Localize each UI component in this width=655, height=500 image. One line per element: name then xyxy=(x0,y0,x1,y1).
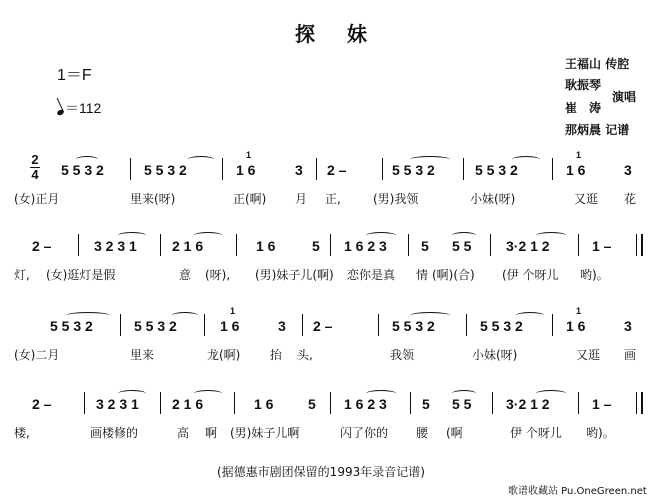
lyric: 哟)。 xyxy=(580,268,609,282)
time-sig-top: 2 xyxy=(31,152,39,167)
lyric: 啊 xyxy=(205,426,218,440)
credit-name: 崔 涛 xyxy=(565,101,602,115)
measure-notes: 5 5 3 2 xyxy=(475,162,518,178)
lyric: 楼, xyxy=(14,426,30,440)
measure-notes: 5 xyxy=(422,396,430,412)
measure-notes: 1 – xyxy=(592,238,612,254)
lyric: 意 xyxy=(179,268,192,282)
watermark: 歌谱收藏站 Pu.OneGreen.net xyxy=(508,486,647,497)
tempo-value: ＝112 xyxy=(65,100,102,116)
measure-notes: 5 5 xyxy=(452,396,472,412)
measure-notes: 2 – xyxy=(32,238,52,254)
lyric: 月 xyxy=(295,192,308,206)
measure-notes: 3 2 3 1 xyxy=(94,238,137,254)
lyric: (男)妹子儿啊 xyxy=(230,426,300,440)
measure-notes: 5 5 3 2 xyxy=(144,162,187,178)
lyric: 里来 xyxy=(130,348,155,362)
lyric: 里来(呀) xyxy=(130,192,176,206)
measure-notes: 2 – xyxy=(313,318,333,334)
credit-role: 传腔 xyxy=(605,57,630,71)
time-signature xyxy=(30,154,40,181)
lyric: 正(啊) xyxy=(233,192,267,206)
measure-notes: 5 5 3 2 xyxy=(392,318,435,334)
measure-notes: 5 5 3 2 xyxy=(61,162,104,178)
credit-role: 记谱 xyxy=(605,123,630,137)
key-signature: 1＝F xyxy=(57,67,92,84)
time-sig-bottom: 4 xyxy=(31,167,39,182)
credit-name: 那炳晨 xyxy=(565,123,602,137)
lyric: 小妹(呀) xyxy=(472,348,518,362)
measure-notes: 5 5 3 2 xyxy=(392,162,435,178)
lyric: 抬 xyxy=(270,348,283,362)
measure-notes: 1 6 xyxy=(566,318,586,334)
grace-note: 1 xyxy=(246,150,252,160)
credit-name: 王福山 xyxy=(565,57,602,71)
measure-notes: 5 xyxy=(312,238,320,254)
lyric: (啊 xyxy=(446,426,463,440)
credit-role-sing: 演唱 xyxy=(612,90,637,104)
source-note: (据德惠市剧团保留的1993年录音记谱) xyxy=(217,465,425,479)
measure-notes: 5 5 3 2 xyxy=(134,318,177,334)
measure-notes: 3 2 3 1 xyxy=(96,396,139,412)
lyric: 正, xyxy=(325,192,341,206)
measure-notes: 3 xyxy=(624,318,632,334)
lyric: 小妹(呀) xyxy=(470,192,516,206)
measure-notes: 3 xyxy=(295,162,303,178)
quarter-note-icon xyxy=(56,109,64,116)
measure-notes: 1 6 2 3 xyxy=(344,396,387,412)
measure-notes: 5 5 3 2 xyxy=(480,318,523,334)
measure-notes: 2 – xyxy=(327,162,347,178)
lyric: (男)我领 xyxy=(373,192,419,206)
measure-notes: 1 – xyxy=(592,396,612,412)
lyric: 又逛 xyxy=(574,192,599,206)
lyric: (男)妹子儿(啊) xyxy=(255,268,334,282)
lyric: 恋你是真 xyxy=(347,268,396,282)
measure-notes: 1 6 2 3 xyxy=(344,238,387,254)
measure-notes: 1 6 xyxy=(256,238,276,254)
lyric: (伊 个呀儿 xyxy=(502,268,559,282)
measure-notes: 5 5 3 2 xyxy=(50,318,93,334)
measure-notes: 1 6 xyxy=(236,162,256,178)
measure-notes: 5 xyxy=(421,238,429,254)
lyric: 我领 xyxy=(390,348,415,362)
lyric: (女)逛灯是假 xyxy=(46,268,116,282)
lyric: 又逛 xyxy=(576,348,601,362)
measure-notes: 5 5 xyxy=(452,238,472,254)
grace-note: 1 xyxy=(576,150,582,160)
lyric: 腰 xyxy=(416,426,429,440)
lyric: 画楼修的 xyxy=(90,426,139,440)
lyric: (呀), xyxy=(205,268,231,282)
measure-notes: 2 1 6 xyxy=(172,238,204,254)
grace-note: 1 xyxy=(230,306,236,316)
lyric: 情 xyxy=(416,268,429,282)
lyric: 闪了你的 xyxy=(340,426,389,440)
song-title: 探 妹 xyxy=(295,22,373,46)
measure-notes: 2 1 6 xyxy=(172,396,204,412)
lyric: (女)正月 xyxy=(14,192,60,206)
lyric: 画 xyxy=(624,348,637,362)
measure-notes: 1 6 xyxy=(220,318,240,334)
measure-notes: 1 6 xyxy=(254,396,274,412)
credit-1 xyxy=(565,55,629,72)
credit-name: 耿振琴 xyxy=(565,78,602,92)
credit-2 xyxy=(565,76,601,93)
lyric: (女)二月 xyxy=(14,348,60,362)
credit-4 xyxy=(565,121,629,138)
lyric: 哟)。 xyxy=(586,426,615,440)
lyric: 灯, xyxy=(14,268,30,282)
credit-3 xyxy=(565,99,601,116)
lyric: 花 xyxy=(624,192,637,206)
tempo-marking xyxy=(57,98,101,118)
measure-notes: 3 xyxy=(624,162,632,178)
measure-notes: 1 6 xyxy=(566,162,586,178)
lyric: (啊)(合) xyxy=(432,268,475,282)
measure-notes: 5 xyxy=(308,396,316,412)
lyric: 头, xyxy=(297,348,313,362)
lyric: 伊 个呀儿 xyxy=(510,426,562,440)
lyric: 高 xyxy=(177,426,190,440)
lyric: 龙(啊) xyxy=(207,348,241,362)
grace-note: 1 xyxy=(576,306,582,316)
measure-notes: 3 xyxy=(278,318,286,334)
measure-notes: 3·2 1 2 xyxy=(506,396,550,412)
measure-notes: 2 – xyxy=(32,396,52,412)
measure-notes: 3·2 1 2 xyxy=(506,238,550,254)
